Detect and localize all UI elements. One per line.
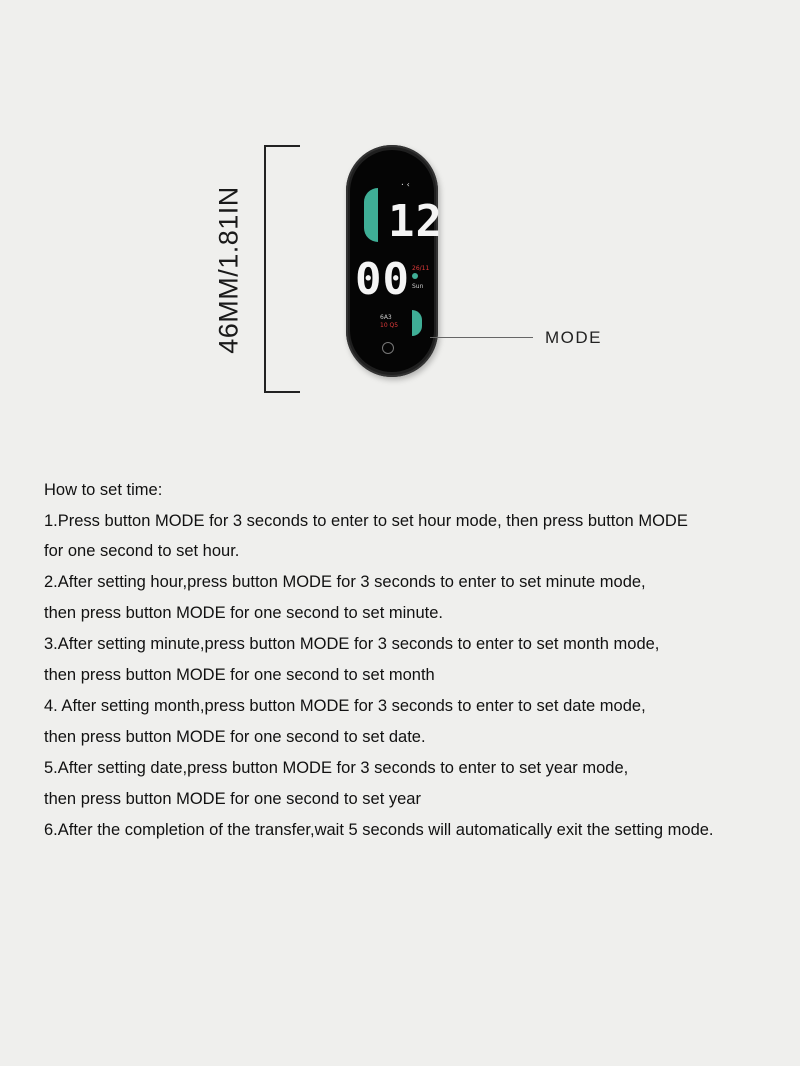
instructions-title: How to set time: [44, 481, 163, 499]
watch-arc-left [364, 188, 378, 242]
watch-minute-digits: 00 [355, 254, 410, 305]
watch-day-text: Sun [412, 283, 424, 290]
watch-device [346, 145, 443, 377]
watch-status-icons: ·‹ [400, 180, 412, 189]
instruction-line: 1.Press button MODE for 3 seconds to enter to set hour mode, then press button MODE [44, 512, 688, 530]
instruction-line: 4. After setting month,press button MODE for 3 seconds to enter to set date mode, [44, 697, 646, 715]
watch-lower-bottom: 10 Q5 [380, 322, 399, 329]
watch-dot-icon [412, 273, 418, 279]
instruction-line: then press button MODE for one second to set date. [44, 728, 426, 746]
watch-lower-top: 6A3 [380, 314, 392, 321]
mode-callout-line [430, 337, 533, 338]
mode-callout-label: MODE [545, 328, 602, 347]
instruction-line: 2.After setting hour,press button MODE for 3 seconds to enter to set minute mode, [44, 573, 646, 591]
dimension-label: 46MM/1.81IN [213, 186, 244, 354]
watch-hour-digits: 12 [388, 196, 443, 247]
watch-arc-right [412, 310, 422, 336]
instruction-line: 5.After setting date,press button MODE for 3 seconds to enter to set year mode, [44, 759, 629, 777]
instruction-line: then press button MODE for one second to set minute. [44, 604, 443, 622]
watch-date-text: 26/11 [412, 265, 430, 272]
instruction-line: then press button MODE for one second to set month [44, 666, 435, 684]
watch-side-info [412, 264, 432, 291]
instruction-line: 3.After setting minute,press button MODE for 3 seconds to enter to set month mode, [44, 635, 660, 653]
dimension-bracket [264, 145, 300, 393]
instruction-line: for one second to set hour. [44, 542, 240, 560]
watch-mode-button [382, 342, 394, 354]
instruction-line: 6.After the completion of the transfer,wait 5 seconds will automatically exit the setting mode. [44, 821, 714, 839]
watch-lower-info [380, 314, 398, 330]
instruction-line: then press button MODE for one second to set year [44, 790, 421, 808]
watch-screen [350, 150, 443, 372]
